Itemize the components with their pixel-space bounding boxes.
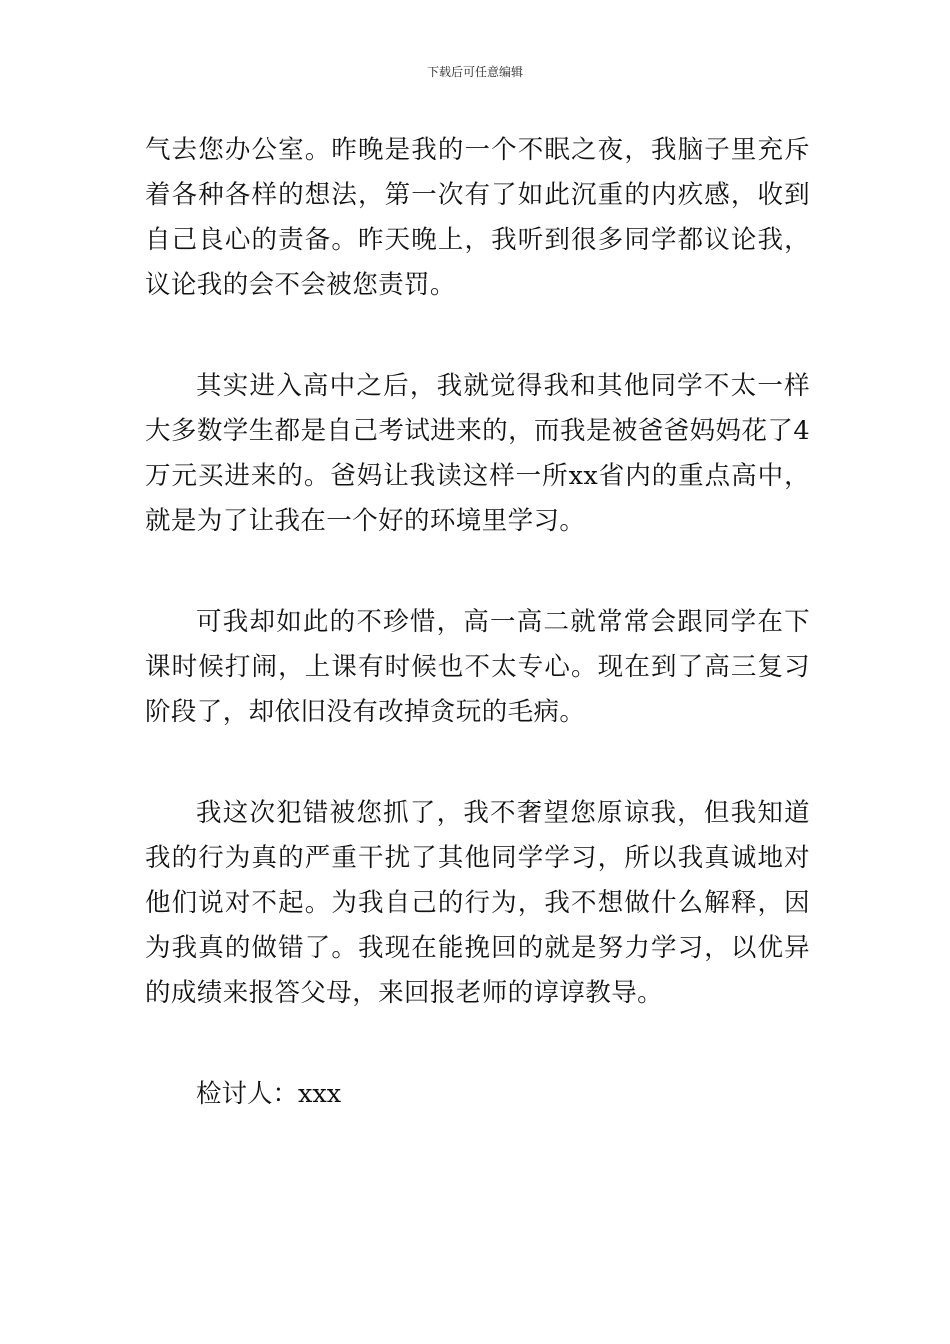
paragraph-apology: 我这次犯错被您抓了，我不奢望您原谅我，但我知道我的行为真的严重干扰了其他同学学习，所以我真诚地对他们说对不起。为我自己的行为，我不想做什么解释，因为我真的做错了。我现在能挽回的就是努力学习，以优异的成绩来报答父母，来回报老师的谆谆教导。 bbox=[145, 798, 810, 1008]
paragraph-gap bbox=[145, 544, 810, 600]
page-header: 下载后可任意编辑 bbox=[426, 65, 523, 79]
paragraph-behavior: 可我却如此的不珍惜，高一高二就常常会跟同学在下课时候打闹，上课有时候也不太专心。现在到了高三复习阶段了，却依旧没有改掉贪玩的毛病。 bbox=[145, 607, 810, 727]
paragraph-gap bbox=[145, 1016, 810, 1072]
paragraph-continuation: 气去您办公室。昨晚是我的一个不眠之夜，我脑子里充斥着各种各样的想法，第一次有了如此沉重的内疚感，收到自己良心的责备。昨天晚上，我听到很多同学都议论我，议论我的会不会被您责罚。 bbox=[145, 135, 810, 300]
paragraph-background: 其实进入高中之后，我就觉得我和其他同学不太一样大多数学生都是自己考试进来的，而我是被爸爸妈妈花了4万元买进来的。爸妈让我读这样一所xx省内的重点高中，就是为了让我在一个好的环境里学习。 bbox=[145, 371, 810, 536]
paragraph-gap bbox=[145, 735, 810, 791]
paragraph-gap bbox=[145, 308, 810, 364]
signature-line: 检讨人：xxx bbox=[196, 1079, 342, 1109]
document-body bbox=[145, 128, 810, 1117]
